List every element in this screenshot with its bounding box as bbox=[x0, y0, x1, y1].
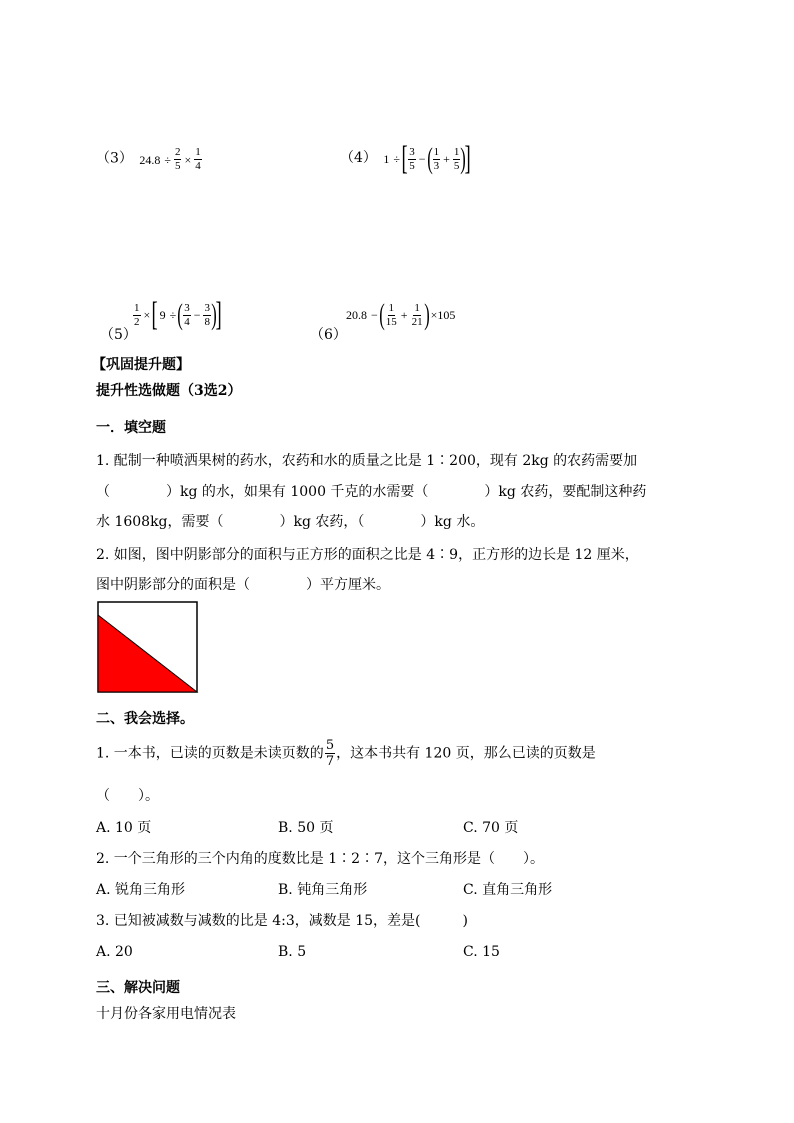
expr-5-number: 9 bbox=[159, 307, 166, 322]
expr-6 bbox=[344, 300, 457, 330]
heading-solve: 三、解决问题 bbox=[96, 980, 180, 996]
expr-4 bbox=[340, 142, 471, 176]
choose-q1-option-a[interactable]: A. 10 页 bbox=[96, 820, 152, 836]
minus-sign: − bbox=[371, 307, 378, 322]
fraction: $\frac{3}{5}$ bbox=[409, 145, 415, 172]
fill-q2-line1: 2. 如图，图中阴影部分的面积与正方形的面积之比是 4∶9，正方形的边长是 12 厘米， bbox=[96, 547, 639, 563]
fraction: $\frac{1}{15}$ bbox=[385, 301, 397, 328]
fraction: $\frac{5}{7}$ bbox=[325, 738, 335, 769]
choose-q3-option-a[interactable]: A. 20 bbox=[96, 944, 133, 960]
choose-q2-option-a[interactable]: A. 锐角三角形 bbox=[96, 882, 186, 898]
choose-q2: 2. 一个三角形的三个内角的度数比是 1∶2∶7，这个三角形是（ ）。 bbox=[96, 851, 544, 867]
choose-q3-option-c[interactable]: C. 15 bbox=[463, 944, 500, 960]
divide-sign: ÷ bbox=[393, 152, 400, 166]
heading-optional: 提升性选做题（3选2） bbox=[96, 383, 242, 399]
fraction: $\frac{3}{4}$ bbox=[184, 301, 190, 328]
fill-q2-line2: 图中阴影部分的面积是（ ）平方厘米。 bbox=[96, 577, 390, 593]
right-paren: ) bbox=[211, 298, 217, 331]
fraction: $\frac{1}{4}$ bbox=[195, 146, 201, 172]
left-paren: ( bbox=[379, 298, 385, 331]
left-bracket: [ bbox=[401, 140, 408, 177]
heading-consolidate: 【巩固提升题】 bbox=[92, 357, 190, 373]
expr-3-number: 24.8 bbox=[139, 152, 161, 167]
expr-4-label: （4） bbox=[340, 149, 377, 166]
right-bracket: ] bbox=[215, 296, 222, 333]
choose-q2-option-c[interactable]: C. 直角三角形 bbox=[463, 882, 553, 898]
choose-q1-text: 1. 一本书，已读的页数是未读页数的 bbox=[96, 745, 324, 762]
left-bracket: [ bbox=[151, 296, 159, 333]
expr-4-number: 1 bbox=[383, 152, 390, 166]
fraction: $\frac{1}{21}$ bbox=[411, 301, 423, 328]
choose-q3: 3. 已知被减数与减数的比是 4:3，减数是 15，差是( ) bbox=[96, 913, 468, 929]
expr-5-label: （5） bbox=[100, 327, 137, 343]
divide-sign: ÷ bbox=[164, 152, 171, 167]
expr-5 bbox=[132, 298, 221, 332]
multiply-sign: × bbox=[143, 307, 151, 322]
fraction: $\frac{2}{5}$ bbox=[174, 146, 181, 172]
minus-sign: − bbox=[418, 152, 426, 166]
fill-q1-line2: （ ）kg 的水，如果有 1000 千克的水需要（ ）kg 农药，要配制这种药 bbox=[96, 484, 647, 500]
choose-q1-blank: （ ）。 bbox=[96, 788, 159, 804]
choose-q1-text-post: ，这本书共有 120 页，那么已读的页数是 bbox=[336, 745, 596, 762]
heading-fill: 一．填空题 bbox=[96, 420, 166, 436]
choose-q3-option-b[interactable]: B. 5 bbox=[278, 944, 307, 960]
right-paren: ) bbox=[423, 298, 430, 331]
choose-q1 bbox=[96, 738, 596, 769]
minus-sign: − bbox=[193, 307, 201, 322]
fill-q1-line1: 1. 配制一种喷洒果树的药水，农药和水的质量之比是 1∶200，现有 2kg 的农药需要加 bbox=[96, 453, 638, 469]
multiply-sign: × bbox=[184, 152, 192, 167]
multiply-factor: ×105 bbox=[430, 307, 456, 322]
expr-6-label: （6） bbox=[310, 327, 347, 343]
shaded-square-figure bbox=[97, 601, 199, 694]
expr-6-number: 20.8 bbox=[346, 307, 367, 322]
fraction: $\frac{3}{8}$ bbox=[204, 301, 210, 328]
expr-3-label: （3） bbox=[96, 150, 133, 167]
right-bracket: ] bbox=[464, 140, 472, 177]
plus-sign: + bbox=[443, 152, 450, 166]
divide-sign: ÷ bbox=[169, 307, 177, 322]
heading-choose: 二、我会选择。 bbox=[96, 711, 194, 727]
fill-q1-line3: 水 1608kg，需要（ ）kg 农药，（ ）kg 水。 bbox=[96, 514, 485, 530]
left-paren: ( bbox=[426, 142, 433, 175]
fraction: $\frac{1}{5}$ bbox=[453, 145, 460, 172]
left-paren: ( bbox=[177, 298, 183, 331]
table-title: 十月份各家用电情况表 bbox=[96, 1006, 236, 1022]
fraction: $\frac{1}{2}$ bbox=[134, 301, 140, 328]
choose-q1-option-b[interactable]: B. 50 页 bbox=[278, 820, 334, 836]
choose-q2-option-b[interactable]: B. 钝角三角形 bbox=[278, 882, 368, 898]
plus-sign: + bbox=[400, 307, 408, 322]
choose-q1-option-c[interactable]: C. 70 页 bbox=[463, 820, 519, 836]
right-paren: ) bbox=[460, 142, 467, 175]
expr-3 bbox=[96, 146, 203, 173]
fraction: $\frac{1}{3}$ bbox=[433, 145, 440, 172]
